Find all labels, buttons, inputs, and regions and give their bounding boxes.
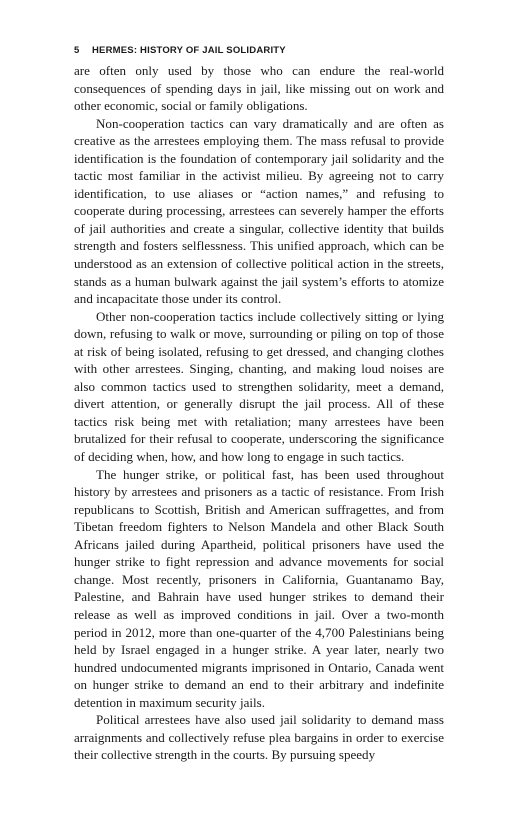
body-text bbox=[74, 62, 444, 764]
page-number: 5 bbox=[74, 45, 80, 56]
paragraph-other-tactics: Other non-cooperation tactics include collectively sitting or lying down, refusing to walk or move, surrounding or piling on top of those at risk of being isolated, refusing to get dressed, and changing clothes with other arrestees. Singing, chanting, and making loud noises are also common tactics used to strengthen solidarity, meet a demand, divert attention, or generally disrupt the jail process. All of these tactics risk being met with retaliation; many arrestees have been brutalized for their refusal to cooperate, underscoring the significance of deciding when, how, and how long to engage in such tactics. bbox=[74, 308, 444, 465]
running-head bbox=[74, 44, 444, 58]
running-title: HERMES: HISTORY OF JAIL SOLIDARITY bbox=[92, 45, 286, 56]
paragraph-courts: Political arrestees have also used jail solidarity to demand mass arraignments and collectively refuse plea bargains in order to exercise their collective strength in the courts. By pursuing speedy bbox=[74, 712, 444, 763]
book-page bbox=[74, 44, 444, 764]
paragraph-hunger-strike: The hunger strike, or political fast, has been used throughout history by arrestees and prisoners as a tactic of resistance. From Irish republicans to Scottish, British and American suffragettes, and from Tibetan freedom fighters to Nelson Mandela and other Black South Africans jailed during Apartheid, political prisoners have used the hunger strike to fight repression and advance movements for social change. Most recently, prisoners in California, Guantanamo Bay, Palestine, and Bahrain have used hunger strikes to demand their release as well as improved conditions in jail. Over a two-month period in 2012, more than one-quarter of the 4,700 Palestinians being held by Israel engaged in a hunger strike. A year later, nearly two hundred undocumented migrants imprisoned in Ontario, Canada went on hunger strike to demand an end to their arbitrary and indefinite detention in maximum security jails. bbox=[74, 466, 444, 710]
paragraph-non-cooperation: Non-cooperation tactics can vary dramatically and are often as creative as the arrestees employing them. The mass refusal to provide identification is the foundation of contemporary jail solidarity and the tactic most familiar in the activist milieu. By agreeing not to carry identification, to use aliases or “action names,” and refusing to cooperate during processing, arrestees can severely hamper the efforts of jail authorities and create a singular, collective identity that builds strength and fosters selflessness. This unified approach, which can be understood as an extension of collective political action in the streets, stands as a human bulwark against the jail system’s efforts to atomize and incapacitate those under its control. bbox=[74, 115, 444, 307]
paragraph-continuation: are often only used by those who can endure the real-world consequences of spending days in jail, like missing out on work and other economic, social or family obligations. bbox=[74, 63, 444, 114]
